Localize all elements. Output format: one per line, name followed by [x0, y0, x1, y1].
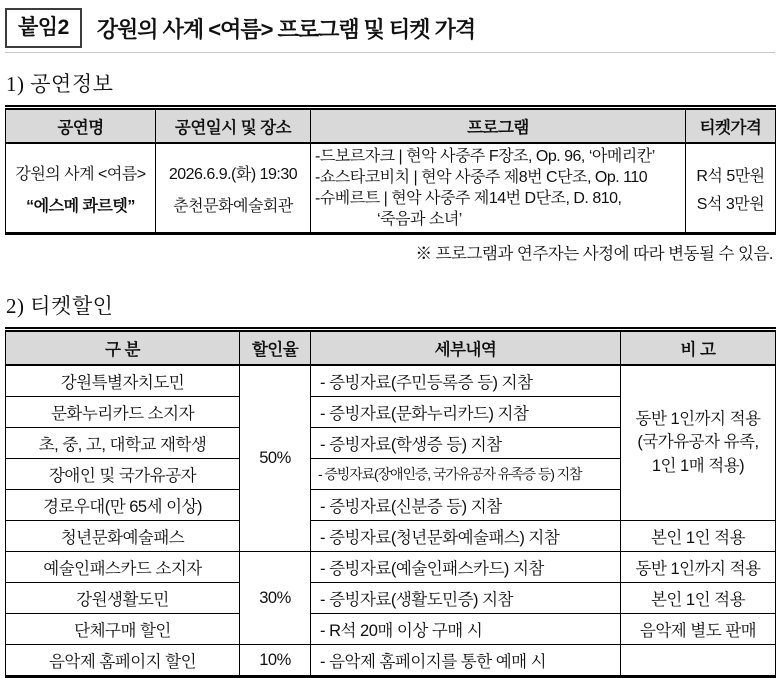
remark-cell: 본인 1인 적용 [621, 583, 776, 614]
program-cell [311, 143, 686, 234]
program-line: -드보르자크 | 현악 사중주 F장조, Op. 96, ‘아메리칸’ [315, 148, 655, 165]
remark-line: (국가유공자 유족, [637, 433, 759, 452]
category-cell: 음악제 홈페이지 할인 [6, 645, 240, 677]
remark-line: 동반 1인까지 적용 [635, 409, 761, 428]
column-header-discount-rate: 할인율 [240, 330, 311, 366]
detail-cell: - 증빙자료(생활도민증) 지참 [311, 583, 621, 614]
rate-cell-10: 10% [240, 645, 311, 677]
category-cell: 장애인 및 국가유공자 [6, 459, 240, 490]
discount-row [6, 614, 776, 645]
detail-cell: - 증빙자료(주민등록증 등) 지참 [311, 365, 621, 397]
detail-cell: - 증빙자료(장애인증, 국가유공자 유족증 등) 지참 [311, 459, 621, 490]
attachment-badge: 붙임2 [5, 8, 82, 48]
datetime-venue-cell [156, 143, 311, 234]
detail-cell: - 증빙자료(예술인패스카드) 지참 [311, 552, 621, 583]
category-cell: 강원특별자치도민 [6, 365, 240, 397]
remark-line: 1인 1매 적용) [651, 457, 745, 476]
detail-cell: - 증빙자료(신분증 등) 지참 [311, 490, 621, 521]
discount-table [5, 327, 776, 678]
program-line: -슈베르트 | 현악 사중주 제14번 D단조, D. 810, [315, 190, 622, 208]
discount-row [6, 521, 776, 552]
performance-header-row [6, 108, 776, 144]
category-cell: 경로우대(만 65세 이상) [6, 490, 240, 521]
remark-cell: 동반 1인까지 적용 [621, 552, 776, 583]
detail-cell: - 증빙자료(학생증 등) 지참 [311, 428, 621, 459]
remark-cell-companion [621, 365, 776, 521]
detail-cell: - 증빙자료(문화누리카드) 지참 [311, 397, 621, 428]
program-line: ‘죽음과 소녀’ [377, 211, 462, 229]
rate-cell-50: 50% [240, 365, 311, 552]
category-cell: 문화누리카드 소지자 [6, 397, 240, 428]
ticket-price-cell [686, 143, 776, 234]
column-header-ticket-price: 티켓가격 [686, 108, 776, 144]
discount-row [6, 365, 776, 397]
category-cell: 예술인패스카드 소지자 [6, 552, 240, 583]
remark-cell: 음악제 별도 판매 [621, 614, 776, 645]
discount-row [6, 645, 776, 677]
category-cell: 초, 중, 고, 대학교 재학생 [6, 428, 240, 459]
section2-heading: 2) 티켓할인 [6, 294, 114, 319]
column-header-performance-name: 공연명 [6, 108, 156, 144]
remark-cell-empty [621, 645, 776, 677]
discount-header-row [6, 330, 776, 366]
category-cell: 청년문화예술패스 [6, 521, 240, 552]
program-change-note: ※ 프로그램과 연주자는 사정에 따라 변동될 수 있음. [415, 245, 773, 264]
column-header-category: 구 분 [6, 330, 240, 366]
performance-name-cell [6, 143, 156, 234]
column-header-datetime-venue: 공연일시 및 장소 [156, 108, 311, 144]
performance-name: 강원의 사계 <여름> [15, 165, 146, 183]
section1-heading: 1) 공연정보 [6, 72, 114, 96]
performer-name: “에스메 콰르텟” [26, 197, 135, 215]
column-header-program: 프로그램 [311, 108, 686, 144]
discount-row [6, 583, 776, 614]
category-cell: 단체구매 할인 [6, 614, 240, 645]
detail-cell: - 음악제 홈페이지를 통한 예매 시 [311, 645, 621, 677]
performance-venue: 춘천문화예술회관 [173, 197, 293, 215]
performance-table [5, 105, 776, 235]
column-header-details: 세부내역 [311, 330, 621, 366]
category-cell: 강원생활도민 [6, 583, 240, 614]
performance-datetime: 2026.6.9.(화) 19:30 [168, 165, 298, 183]
price-r-seat: R석 5만원 [696, 167, 765, 185]
price-s-seat: S석 3만원 [696, 195, 765, 213]
detail-cell: - 증빙자료(청년문화예술패스) 지참 [311, 521, 621, 552]
doc-header [5, 8, 775, 53]
program-line: -쇼스타코비치 | 현악 사중주 제8번 C단조, Op. 110 [315, 169, 648, 187]
remark-cell: 본인 1인 적용 [621, 521, 776, 552]
page-title: 강원의 사계 <여름> 프로그램 및 티켓 가격 [96, 16, 476, 42]
detail-cell: - R석 20매 이상 구매 시 [311, 614, 621, 645]
column-header-remarks: 비 고 [621, 330, 776, 366]
discount-row [6, 552, 776, 583]
performance-row [6, 143, 776, 234]
rate-cell-30: 30% [240, 552, 311, 645]
